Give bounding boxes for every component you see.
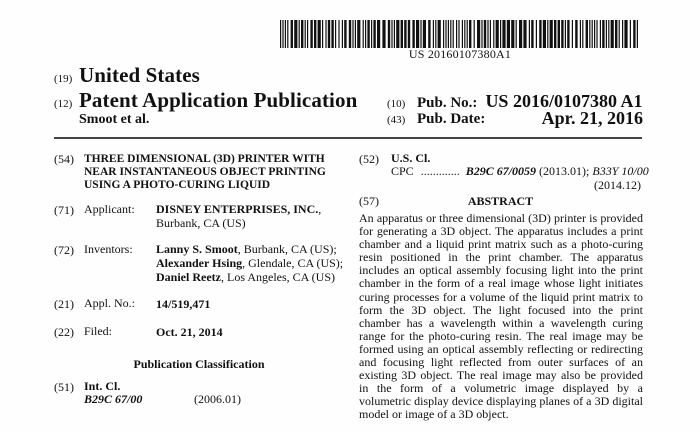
- barcode-bar: [314, 20, 316, 48]
- barcode-bar: [615, 20, 617, 48]
- pub-date-code: (43): [387, 114, 406, 126]
- barcode-bar: [531, 20, 533, 48]
- us-cl-code: (52): [359, 152, 379, 166]
- barcode-bar: [622, 20, 623, 48]
- inventor-location: , Burbank, CA (US);: [237, 242, 337, 256]
- barcode-bar: [493, 20, 494, 48]
- barcode-bar: [435, 20, 436, 48]
- title-code: (54): [54, 152, 74, 166]
- inventor-location: , Los Angeles, CA (US): [220, 270, 335, 284]
- barcode-bar: [624, 20, 627, 48]
- barcode-bar: [456, 20, 457, 48]
- barcode-bar: [423, 20, 426, 48]
- barcode-bar: [401, 20, 403, 48]
- inventor-entry: [156, 270, 343, 284]
- cpc-dots: .............: [420, 164, 460, 178]
- pub-date-row: [387, 110, 643, 128]
- barcode-bar: [396, 20, 399, 48]
- barcode-bar: [287, 20, 288, 48]
- barcode-bar: [507, 20, 510, 48]
- int-cl-class: B29C 67/00: [84, 392, 143, 406]
- inventor-name: Daniel Reetz: [156, 270, 221, 284]
- barcode-bar: [490, 20, 491, 48]
- barcode-bar: [371, 20, 372, 48]
- barcode-bar: [305, 20, 306, 48]
- abstract-code: (57): [359, 194, 379, 208]
- barcode-bar: [592, 20, 593, 48]
- barcode-bar: [602, 20, 604, 48]
- barcode-bar: [474, 20, 475, 48]
- barcode-bar: [433, 20, 434, 48]
- barcode-bar: [565, 20, 566, 48]
- barcode-bar: [567, 20, 569, 48]
- barcode-bar: [388, 20, 390, 48]
- barcode-bar: [558, 20, 560, 48]
- barcode-bar: [633, 20, 635, 48]
- abstract-text: An apparatus or three dimensional (3D) printer is provided for generating a 3D object. The apparatus includes a print chamber and a liquid print matrix such as a photo-curing resin positioned in the print chamber. The apparatus includes an optical assembly focusing light into the print chamber in the form of a real image whose light initiates curing processes for a volume of the liquid print matrix to form the 3D object. The light focused into the print chamber has a wavelength within a wavelength curing range for the photo-curing resin. The real image may be formed using an optical assembly reflecting or redirecting and focusing light reflected from outer surfaces of an existing 3D object. The real image may also be provided in the form of a volumetric image displayed by a volumetric display device displaying planes of a 3D digital model or image of a 3D object.: [359, 211, 643, 422]
- barcode-bar: [325, 20, 326, 48]
- barcode-bar: [536, 20, 537, 48]
- applicant-location: Burbank, CA (US): [156, 216, 246, 230]
- barcode-bar: [462, 20, 463, 48]
- barcode-bar: [469, 20, 471, 48]
- barcode-bar: [580, 20, 581, 48]
- barcode-bar: [630, 20, 631, 48]
- inventor-entry: [156, 256, 343, 270]
- barcode-bar: [561, 20, 563, 48]
- barcode-bar: [608, 20, 609, 48]
- applicant-name-suffix: ,: [318, 202, 322, 216]
- inventor-entry: [156, 242, 343, 256]
- int-cl-label: Int. Cl.: [84, 379, 121, 393]
- pub-date-label: Pub. Date:: [417, 111, 486, 127]
- barcode-bar: [352, 20, 353, 48]
- country-name: United States: [79, 63, 200, 87]
- barcode-bar: [299, 20, 300, 48]
- barcode-bar: [445, 20, 446, 48]
- barcode-bar: [408, 20, 410, 48]
- barcode-bar: [450, 20, 451, 48]
- barcode-bar: [294, 20, 297, 48]
- pub-number: US 2016/0107380 A1: [485, 91, 643, 111]
- barcode-bar: [373, 20, 375, 48]
- cpc-version-1: (2013.01);: [539, 164, 590, 178]
- barcode-bar: [428, 20, 430, 48]
- barcode-bar: [335, 20, 336, 48]
- barcode-bar: [543, 20, 546, 48]
- barcode-bar: [394, 20, 395, 48]
- barcode-bar: [477, 20, 480, 48]
- barcode-bar: [310, 20, 312, 48]
- barcode-bar: [606, 20, 607, 48]
- us-cl-label: U.S. Cl.: [391, 151, 431, 165]
- cpc-label: CPC: [391, 164, 414, 178]
- header-divider: [54, 137, 642, 139]
- barcode-bar: [523, 20, 526, 48]
- barcode-bar: [572, 20, 573, 48]
- barcode-bar: [448, 20, 449, 48]
- inventor-name: Alexander Hsing: [156, 256, 243, 270]
- abstract-heading: ABSTRACT: [467, 194, 534, 208]
- barcode-bar: [467, 20, 468, 48]
- barcode-bar: [365, 20, 366, 48]
- barcode-bar: [589, 20, 590, 48]
- filed-code: (22): [54, 325, 74, 339]
- barcode-bar: [301, 20, 303, 48]
- barcode-bar: [282, 20, 283, 48]
- barcode-bar: [285, 20, 286, 48]
- barcode-bar: [280, 20, 281, 48]
- barcode-bar: [464, 20, 465, 48]
- filed-label: Filed:: [84, 324, 113, 338]
- applicant-label: Applicant:: [84, 202, 135, 216]
- barcode-bar: [594, 20, 595, 48]
- barcode-bar: [342, 20, 343, 48]
- barcode-bar: [554, 20, 556, 48]
- barcode-bar: [291, 20, 293, 48]
- barcode-bar: [458, 20, 459, 48]
- barcode-bar: [516, 20, 517, 48]
- appl-no-code: (21): [54, 297, 74, 311]
- barcode-bar: [412, 20, 414, 48]
- barcode-bar: [377, 20, 380, 48]
- barcode-bar: [539, 20, 541, 48]
- barcode-bar: [637, 20, 638, 48]
- barcode-bar: [363, 20, 364, 48]
- int-cl-version: (2006.01): [194, 392, 241, 406]
- authors: Smoot et al.: [79, 112, 150, 127]
- barcode-bar: [420, 20, 421, 48]
- barcode-bar: [338, 20, 339, 48]
- barcode-bar: [404, 20, 406, 48]
- cpc-line: [391, 165, 649, 178]
- barcode-bar: [416, 20, 419, 48]
- barcode-bar: [331, 20, 333, 48]
- filed-date: Oct. 21, 2014: [156, 325, 223, 339]
- barcode-bar: [438, 20, 441, 48]
- cpc-class-1: B29C 67/0059: [465, 164, 537, 178]
- invention-title: THREE DIMENSIONAL (3D) PRINTER WITH NEAR INSTANTANEOUS OBJECT PRINTING USING A PHOTO-CURING LIQUID: [84, 153, 326, 191]
- barcode-bar: [443, 20, 444, 48]
- cpc-version-2: (2014.12): [594, 178, 641, 192]
- barcode-bar: [500, 20, 501, 48]
- pub-number-label: Pub. No.:: [417, 95, 478, 111]
- country-code: (19): [54, 73, 73, 85]
- barcode-bar: [307, 20, 308, 48]
- barcode-bar: [322, 20, 323, 48]
- barcode-bar: [619, 20, 620, 48]
- barcode-bar: [355, 20, 356, 48]
- inventors-code: (72): [54, 243, 74, 257]
- barcode-bar: [328, 20, 330, 48]
- barcode-bar: [344, 20, 346, 48]
- barcode-bar: [349, 20, 351, 48]
- barcode-bar: [391, 20, 392, 48]
- publication-type-code: (12): [54, 98, 73, 110]
- barcode-bar: [547, 20, 548, 48]
- publication-type-row: [54, 88, 357, 113]
- barcode-bar: [318, 20, 321, 48]
- barcode-bar: [496, 20, 499, 48]
- barcode-bar: [481, 20, 482, 48]
- barcode-bar: [600, 20, 601, 48]
- barcode-bar: [502, 20, 505, 48]
- barcode-bar: [453, 20, 454, 48]
- barcode-bar: [586, 20, 588, 48]
- appl-no-label: Appl. No.:: [84, 296, 135, 310]
- publication-classification-heading: Publication Classification: [133, 357, 265, 371]
- barcode-bar: [519, 20, 522, 48]
- barcode-bar: [511, 20, 514, 48]
- barcode-bar: [582, 20, 583, 48]
- barcode-bar: [487, 20, 488, 48]
- barcode-number: US 20160107380A1: [408, 47, 512, 61]
- barcode-bar: [575, 20, 577, 48]
- pub-number-code: (10): [387, 98, 406, 110]
- barcode-bar: [357, 20, 360, 48]
- cpc-class-2: B33Y 10/00: [592, 164, 649, 178]
- barcode-bar: [484, 20, 486, 48]
- barcode-bar: [550, 20, 553, 48]
- inventor-name: Lanny S. Smoot: [156, 242, 238, 256]
- appl-no-value: 14/519,471: [156, 297, 211, 311]
- inventors-label: Inventors:: [84, 242, 133, 256]
- applicant-code: (71): [54, 203, 74, 217]
- barcode-bar: [367, 20, 369, 48]
- inventor-location: , Glendale, CA (US);: [242, 256, 344, 270]
- barcode-bar: [611, 20, 614, 48]
- barcode-bar: [596, 20, 597, 48]
- barcode-icon: [280, 20, 640, 48]
- country-row: [54, 63, 200, 88]
- publication-type: Patent Application Publication: [79, 88, 358, 112]
- pub-date: Apr. 21, 2016: [541, 108, 643, 128]
- int-cl-code: (51): [54, 380, 74, 394]
- barcode-bar: [382, 20, 385, 48]
- applicant-name: DISNEY ENTERPRISES, INC.: [156, 202, 319, 216]
- barcode-bar: [529, 20, 530, 48]
